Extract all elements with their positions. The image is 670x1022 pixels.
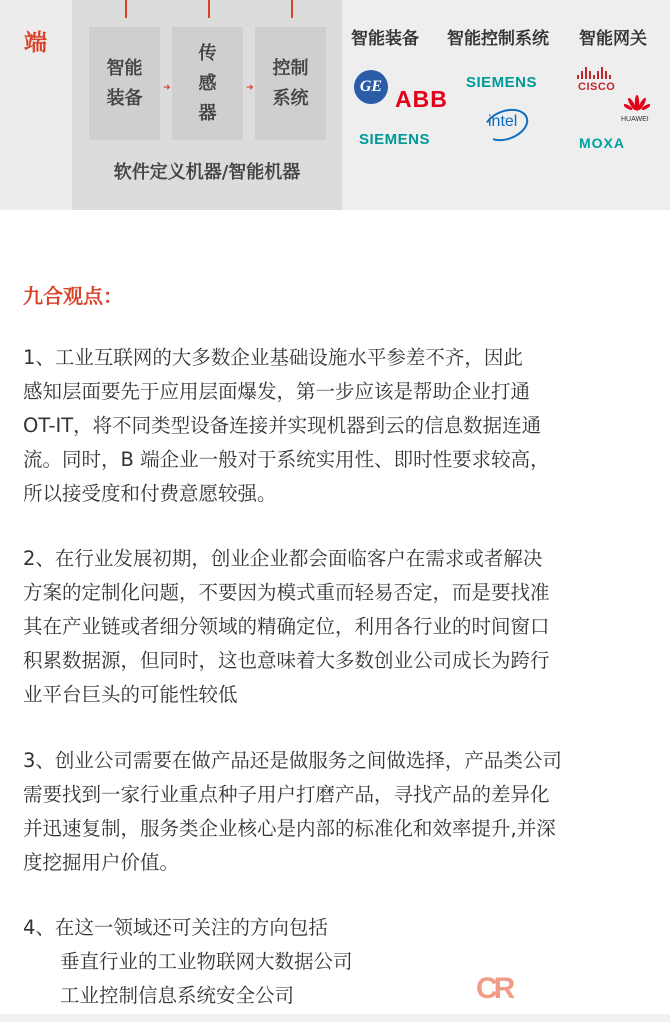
moxa-logo: MOXA bbox=[579, 135, 625, 151]
section-heading: 九合观点： bbox=[23, 284, 123, 308]
text-line: 所以接受度和付费意愿较强。 bbox=[23, 482, 277, 505]
text-line: 度挖掘用户价值。 bbox=[23, 851, 180, 874]
diagram-box-label: 智能装备 bbox=[106, 57, 143, 109]
paragraph-4 bbox=[23, 911, 653, 1013]
text-line: 其在产业链或者细分领域的精确定位，利用各行业的时间窗口 bbox=[23, 615, 550, 638]
text-line: 需要找到一家行业重点种子用户打磨产品，寻找产品的差异化 bbox=[23, 783, 550, 806]
architecture-diagram bbox=[0, 0, 670, 210]
paragraph-3 bbox=[23, 744, 653, 880]
paragraph-1 bbox=[23, 341, 653, 511]
text-line: 方案的定制化问题，不要因为模式重而轻易否定，而是要找准 bbox=[23, 581, 550, 604]
category-label: 智能网关 bbox=[579, 29, 647, 49]
diagram-box-control bbox=[255, 27, 326, 140]
category-label: 智能控制系统 bbox=[447, 29, 549, 49]
diagram-box-label: 传感器 bbox=[198, 42, 217, 124]
siemens-logo: SIEMENS bbox=[359, 131, 431, 148]
category-label: 智能装备 bbox=[351, 29, 419, 49]
diagram-caption: 软件定义机器/智能机器 bbox=[113, 162, 301, 183]
text-line: 业平台巨头的可能性较低 bbox=[23, 683, 238, 706]
arrow-right-icon: ➜ bbox=[163, 83, 171, 93]
text-line: 流。同时，B 端企业一般对于系统实用性、即时性要求较高， bbox=[23, 448, 550, 471]
bottom-strip bbox=[0, 1014, 670, 1022]
list-item: 垂直行业的工业物联网大数据公司 bbox=[60, 950, 353, 973]
connector-line bbox=[291, 0, 293, 18]
huawei-flower-icon bbox=[624, 94, 650, 112]
cisco-bars-icon bbox=[577, 67, 611, 79]
paragraph-2 bbox=[23, 542, 653, 712]
text-line: 4、在这一领域还可关注的方向包括 bbox=[23, 916, 328, 939]
diagram-box-sensor bbox=[172, 27, 243, 140]
text-line: 1、工业互联网的大多数企业基础设施水平参差不齐，因此 bbox=[23, 346, 523, 369]
text-line: 积累数据源，但同时，这也意味着大多数创业公司成长为跨行 bbox=[23, 649, 550, 672]
list-item: 工业控制信息系统安全公司 bbox=[60, 984, 295, 1007]
connector-line bbox=[125, 0, 127, 18]
text-line: 并迅速复制，服务类企业核心是内部的标准化和效率提升,并深 bbox=[23, 817, 556, 840]
diagram-box-equipment bbox=[89, 27, 160, 140]
text-line: OT-IT，将不同类型设备连接并实现机器到云的信息数据连通 bbox=[23, 414, 542, 437]
diagram-box-label: 控制系统 bbox=[272, 57, 309, 109]
connector-line bbox=[208, 0, 210, 18]
text-line: 感知层面要先于应用层面爆发，第一步应该是帮助企业打通 bbox=[23, 380, 531, 403]
layer-label: 端 bbox=[24, 30, 47, 56]
layer-label-column bbox=[0, 0, 72, 210]
text-line: 2、在行业发展初期，创业企业都会面临客户在需求或者解决 bbox=[23, 547, 543, 570]
arrow-right-icon: ➜ bbox=[246, 83, 254, 93]
huawei-logo: HUAWEI bbox=[621, 116, 649, 123]
abb-logo: ABB bbox=[395, 86, 448, 112]
cisco-logo: CISCO bbox=[578, 81, 616, 93]
intel-logo: intel bbox=[488, 113, 518, 130]
watermark-logo: CR bbox=[476, 972, 512, 1005]
text-line: 3、创业公司需要在做产品还是做服务之间做选择，产品类公司 bbox=[23, 749, 562, 772]
ge-logo: GE bbox=[354, 70, 388, 104]
siemens-logo: SIEMENS bbox=[466, 74, 538, 91]
